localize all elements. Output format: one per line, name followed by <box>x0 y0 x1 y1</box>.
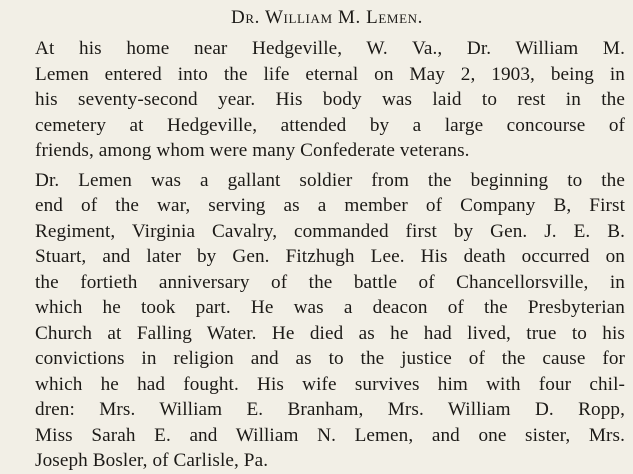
text-line: Lemen entered into the life eternal on May 2, 1903, being in <box>35 63 625 85</box>
text-line: Dr. Lemen was a gallant soldier from the beginning to the <box>35 169 625 191</box>
text-line: Church at Falling Water. He died as he had lived, true to his <box>35 322 625 344</box>
text-line: cemetery at Hedgeville, attended by a large concourse of <box>35 114 625 136</box>
text-line: dren: Mrs. William E. Branham, Mrs. William D. Ropp, <box>35 399 625 420</box>
text-line: convictions in religion and as to the justice of the cause for <box>35 348 625 369</box>
paragraph-1 <box>21 36 625 164</box>
article-title: Dr. William M. Lemen. <box>231 7 423 28</box>
text-line: Miss Sarah E. and William N. Lemen, and one sister, Mrs. <box>35 424 625 446</box>
text-line: Regiment, Virginia Cavalry, commanded first by Gen. J. E. B. <box>35 220 625 242</box>
text-line: Joseph Bosler, of Carlisle, Pa. <box>35 450 269 471</box>
text-line: end of the war, serving as a member of Company B, First <box>35 195 625 216</box>
text-line: which he took part. He was a deacon of the Presbyterian <box>35 297 625 318</box>
paragraph-2 <box>21 168 625 474</box>
text-line: the fortieth anniversary of the battle of Chancellorsville, in <box>35 271 625 293</box>
text-line: his seventy-second year. His body was laid to rest in the <box>35 89 625 110</box>
text-line: friends, among whom were many Confederate veterans. <box>35 140 470 161</box>
text-line: which he had fought. His wife survives him with four chil- <box>35 373 625 395</box>
text-line: At his home near Hedgeville, W. Va., Dr. William M. <box>35 38 625 59</box>
text-line: Stuart, and later by Gen. Fitzhugh Lee. His death occurred on <box>35 246 625 267</box>
